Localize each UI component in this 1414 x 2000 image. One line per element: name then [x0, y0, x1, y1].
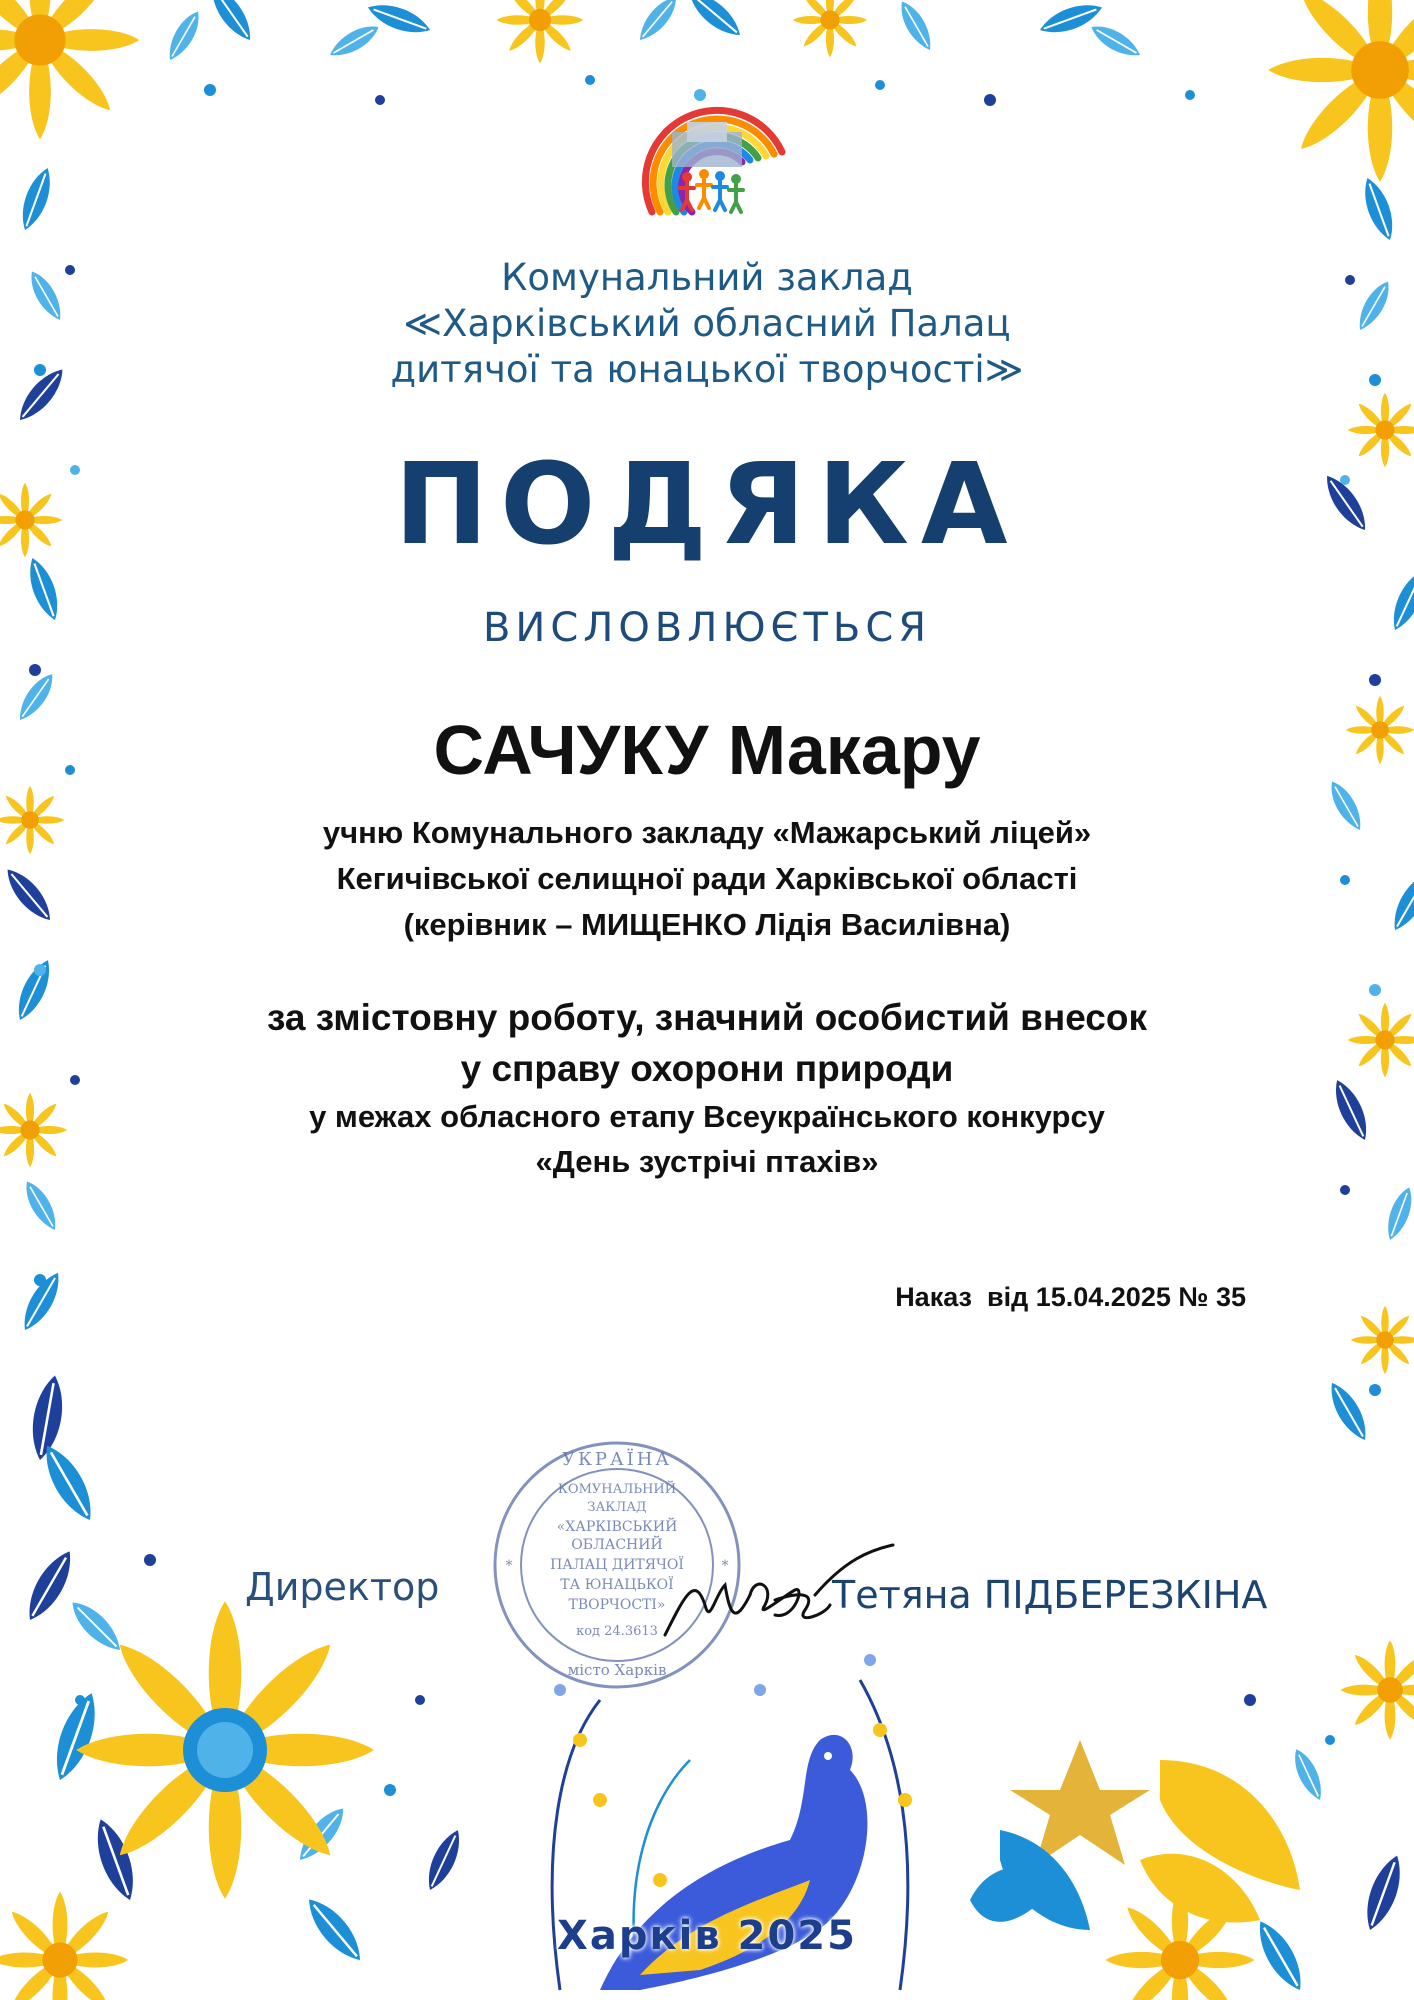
organization-name [0, 255, 1414, 393]
svg-text:ТА ЮНАЦЬКОЇ: ТА ЮНАЦЬКОЇ [560, 1577, 674, 1593]
details-line-3: (керівник – МИЩЕНКО Лідія Василівна) [403, 907, 1011, 942]
director-name: Тетяна ПІДБЕРЕЗКІНА [832, 1573, 1268, 1617]
svg-text:ТВОРЧОСТІ»: ТВОРЧОСТІ» [568, 1597, 666, 1613]
svg-text:код 24.3613: код 24.3613 [576, 1624, 658, 1639]
org-line-3: дитячої та юнацької творчості≫ [390, 348, 1024, 391]
contest-line-1: у межах обласного етапу Всеукраїнського конкурсу [309, 1099, 1105, 1134]
details-line-2: Кегичівської селищної ради Харківської області [336, 861, 1078, 896]
svg-text:«ХАРКІВСЬКИЙ: «ХАРКІВСЬКИЙ [556, 1519, 678, 1535]
contest-line-2: «День зустрічі птахів» [535, 1144, 879, 1179]
document-subtitle: ВИСЛОВЛЮЄТЬСЯ [482, 605, 932, 651]
reason-line-1: за змістовну роботу, значний особистий внесок [266, 997, 1147, 1038]
svg-text:ЗАКЛАД: ЗАКЛАД [587, 1500, 647, 1515]
details-line-1: учню Комунального закладу «Мажарський ліцей» [322, 815, 1092, 850]
award-reason [0, 992, 1414, 1094]
order-reference: Наказ від 15.04.2025 № 35 [895, 1282, 1246, 1312]
contest-info [0, 1094, 1414, 1184]
document-title: ПОДЯКА [394, 440, 1020, 570]
palace-logo [612, 82, 802, 247]
city-year: Харків 2025 [557, 1913, 857, 1959]
director-title: Директор [245, 1565, 440, 1609]
recipient-name: САЧУКУ Макару [433, 711, 981, 789]
svg-text:*: * [721, 1558, 729, 1574]
org-line-1: Комунальний заклад [501, 256, 913, 299]
svg-text:*: * [505, 1558, 513, 1574]
org-line-2: ≪Харківський обласний Палац [403, 302, 1011, 345]
svg-text:ОБЛАСНИЙ: ОБЛАСНИЙ [571, 1537, 663, 1553]
svg-text:ПАЛАЦ ДИТЯЧОЇ: ПАЛАЦ ДИТЯЧОЇ [550, 1557, 684, 1573]
reason-line-2: у справу охорони природи [460, 1048, 954, 1089]
svg-text:КОМУНАЛЬНИЙ: КОМУНАЛЬНИЙ [557, 1482, 677, 1497]
svg-text:місто Харків: місто Харків [567, 1661, 667, 1679]
svg-text:УКРАЇНА: УКРАЇНА [561, 1449, 673, 1470]
recipient-details [0, 810, 1414, 948]
